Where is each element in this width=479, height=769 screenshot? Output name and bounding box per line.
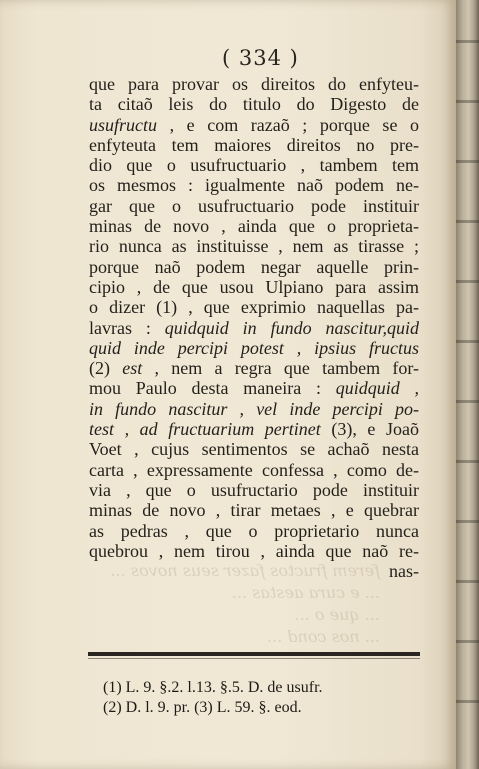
text-line: [89, 297, 419, 317]
page-number: ( 334 ): [222, 46, 299, 70]
text-line: [89, 155, 419, 175]
page-edge-gap: [456, 640, 479, 643]
text-line: [89, 561, 419, 581]
page-edge-gap: [456, 580, 479, 583]
text-segment: quidquid in fundo nascitur,quid: [164, 317, 419, 338]
text-line: [89, 419, 419, 439]
text-line: [89, 500, 419, 520]
text-line: [89, 338, 419, 358]
text-segment: as pedras , que o proprietario nunca: [89, 520, 419, 541]
footnote-rule: [88, 652, 420, 656]
text-segment: cipio , de que usou Ulpiano para assim: [89, 276, 419, 297]
page-edge: [456, 0, 479, 769]
page-edge-gap: [456, 700, 479, 703]
text-segment: enfyteuta tem maiores direitos no pre-: [89, 134, 419, 155]
text-segment: minas de novo , ainda que o proprieta-: [89, 216, 419, 237]
text-line: [89, 460, 419, 480]
footnote-1: (1) L. 9. §.2. l.13. §.5. D. de usufr.: [103, 679, 323, 696]
text-segment: , e com razaõ ; porque se o: [157, 114, 419, 135]
text-line: [89, 135, 419, 155]
text-segment: usufructu: [89, 114, 158, 135]
page-edge-gap: [456, 280, 479, 283]
text-segment: mou Paulo desta maneira :: [89, 378, 336, 399]
text-line: [89, 439, 419, 459]
text-segment: est: [122, 358, 143, 379]
text-segment: via , que o usufructario pode instituir: [89, 479, 419, 500]
page-edge-gap: [456, 460, 479, 463]
text-segment: os mesmos : igualmente naõ podem ne-: [89, 175, 419, 196]
page-edge-gap: [456, 220, 479, 223]
text-line: [89, 196, 419, 216]
text-line: [89, 216, 419, 236]
text-line: [89, 378, 419, 398]
body-text: [89, 74, 419, 581]
footnotes: [103, 678, 413, 718]
text-line: [89, 521, 419, 541]
text-line: [89, 94, 419, 114]
text-segment: test , ad fructuarium pertinet: [89, 419, 321, 440]
bleed-through-text: ferem fructos fazer seus novos ... ... e cura aestas ... ... que o ... ... nos cond ...: [110, 561, 380, 646]
text-segment: quebrou , nem tirou , ainda que naõ re-: [89, 540, 419, 561]
text-segment: quidquid ,: [335, 378, 419, 399]
text-line: [89, 277, 419, 297]
text-line: [89, 399, 419, 419]
text-segment: rio nunca as instituisse , nem as tirasse ;: [89, 236, 419, 257]
text-segment: gar que o usufructuario pode instituir: [89, 195, 419, 216]
text-segment: (2): [89, 358, 123, 379]
text-segment: porque naõ podem negar aquelle prin-: [89, 256, 419, 277]
page-edge-gap: [456, 340, 479, 343]
text-line: [89, 175, 419, 195]
text-line: [89, 236, 419, 256]
text-line: [89, 480, 419, 500]
text-segment: (3), e Joaõ: [320, 419, 419, 440]
text-line: [89, 257, 419, 277]
text-segment: , nem a regra que tambem for-: [142, 358, 419, 379]
text-segment: que para provar os direitos do enfyteu-: [89, 74, 419, 94]
page-edge-gap: [456, 100, 479, 103]
text-line: [89, 115, 419, 135]
text-segment: carta , expressamente confessa , como de-: [89, 459, 419, 480]
page-edge-gap: [456, 520, 479, 523]
text-segment: quid inde percipi potest , ipsius fructus: [89, 337, 419, 358]
text-segment: Voet , cujus sentimentos se achaõ nesta: [89, 439, 419, 460]
page-edge-gap: [456, 40, 479, 43]
text-line: [89, 541, 419, 561]
text-segment: nas-: [389, 561, 419, 582]
text-line: [89, 358, 419, 378]
text-segment: lavras :: [89, 317, 165, 338]
text-segment: minas de novo , tirar metaes , e quebrar: [89, 500, 419, 521]
page-edge-gap: [456, 160, 479, 163]
text-line: [89, 74, 419, 94]
page-edge-gap: [456, 400, 479, 403]
text-segment: ta citaõ leis do titulo do Digesto de: [89, 94, 419, 115]
text-segment: dio que o usufructuario , tambem tem: [89, 155, 419, 176]
text-segment: o dizer (1) , que exprimio naquellas pa-: [89, 297, 419, 318]
footnote-2: (2) D. l. 9. pr. (3) L. 59. §. eod.: [103, 699, 302, 716]
text-segment: in fundo nascitur , vel inde percipi po-: [89, 398, 419, 419]
text-line: [89, 318, 419, 338]
